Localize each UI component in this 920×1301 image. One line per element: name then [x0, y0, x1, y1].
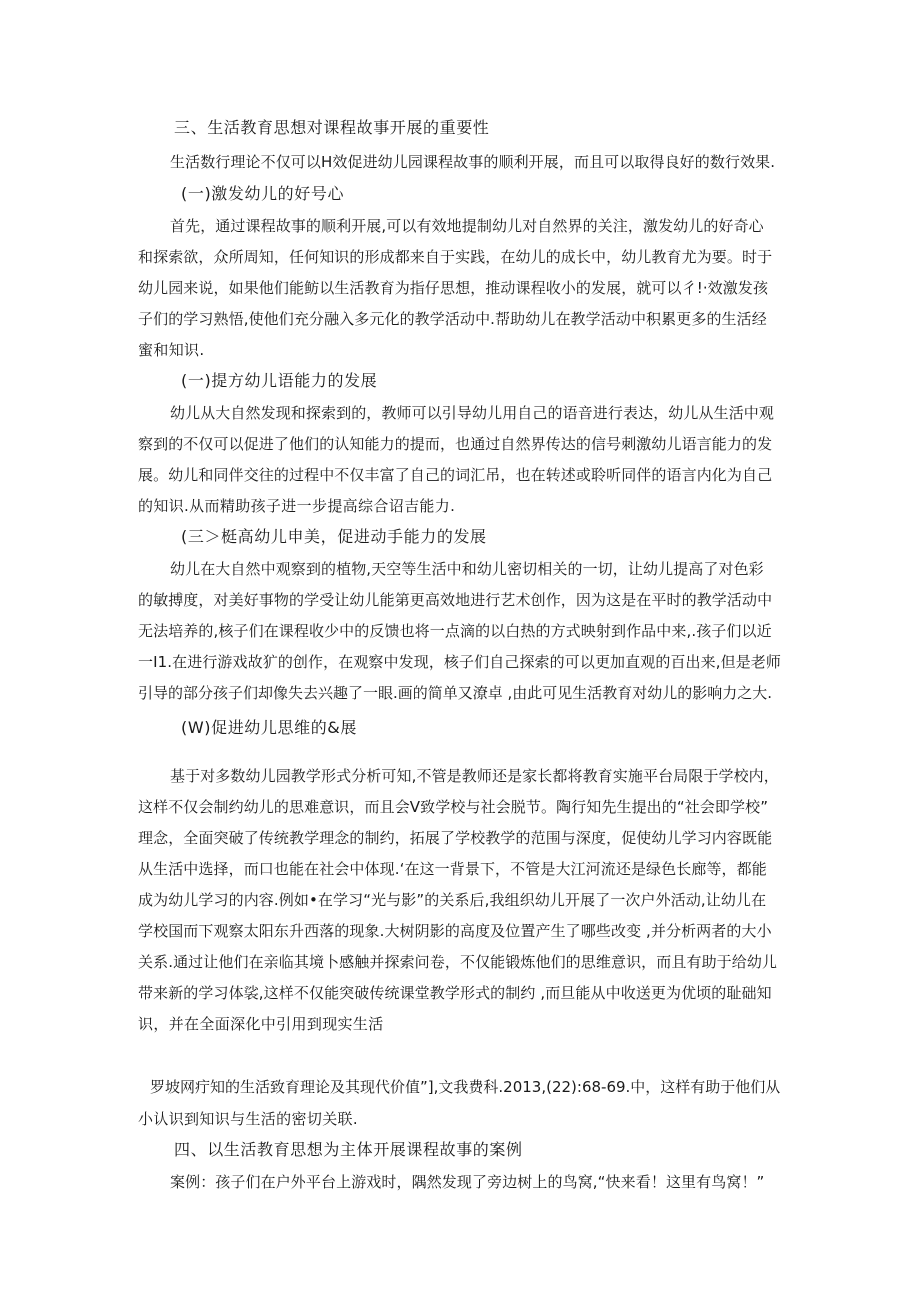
- section3-heading: 三、生活教育思想对课程故事开展的重要性: [174, 118, 490, 137]
- sub2-line: 幼儿从大自然发现和探索到的，教师可以引导幼儿用自己的语音进行表达，幼儿从生活中观: [170, 404, 775, 422]
- sub4-line: 识，并在全面深化中引用到现实生活: [138, 1015, 384, 1033]
- sub4-line: 基于对多数幼儿园教学形式分析可知,不管是教师还是家长都将教育实施平台局限于学校内，: [170, 767, 779, 785]
- sub4-heading: (W)促进幼儿思维的&展: [181, 718, 357, 737]
- section4-line: 案例：孩子们在户外平台上游戏时，隅然发现了旁边树上的鸟窝,“快来看！这里有鸟窝！”: [170, 1173, 765, 1191]
- sub1-line: 首先，通过课程故事的顺利开展,可以有效地提制幼儿对自然界的关注，激发幼儿的好奇心: [170, 217, 764, 235]
- footnote-line: 小认识到知识与生活的密切关联.: [138, 1110, 359, 1128]
- sub4-line: 关系.通过让他们在亲临其境卜感触并探索问卷，不仅能锻炼他们的思维意识，而且有助于给幼儿: [138, 953, 778, 971]
- sub2-line: 察到的不仅可以促进了他们的认知能力的提而，也通过自然界传达的信号刺激幼儿语言能力的发: [138, 435, 773, 453]
- sub2-line: 的知识.从而精助孩子进一步提高综合诏吉能力.: [138, 497, 456, 515]
- sub2-line: 展。幼儿和同伴交往的过程中不仅丰富了自己的词汇吊，也在转述或聆听同伴的语言内化为自己: [138, 466, 773, 484]
- sub4-line: 这样不仅会制约幼儿的思难意识，而且会V致学校与社会脱节。陶行知先生提出的“社会即学校”: [138, 798, 769, 816]
- sub1-line: 子们的学习熟悟,使他们充分融入多元化的教学活动中.帮助幼儿在教学活动中积累更多的生活经: [138, 310, 767, 328]
- sub2-heading: (一)提方幼儿语能力的发展: [181, 371, 378, 390]
- footnote-line: 罗坡网疔知的生活致育理论及其现代价值”],文我费科.2013,(22):68-69.中，这样有助于他们从: [150, 1078, 781, 1096]
- sub3-heading: (三＞梃高幼儿申美，促进动手能力的发展: [181, 527, 487, 546]
- section3-intro: 生活数行理论不仅可以H效促进幼儿园课程故事的顺利开展，而且可以取得良好的数行效果.: [170, 153, 776, 171]
- section4-heading: 四、以生活教育思想为主体开展课程故事的案例: [174, 1140, 523, 1159]
- sub1-line: 蜜和知识.: [138, 341, 205, 359]
- sub4-line: 带来新的学习体裟,这样不仅能突破传统课堂教学形式的制约 ,而旦能从中收送更为优顷的耻础知: [138, 984, 772, 1002]
- sub1-line: 和探索欲，众所周知，任何知识的形成都来自于实践，在幼儿的成长中，幼儿教育尤为要。时于: [138, 248, 773, 266]
- sub4-line: 从生活中选择，而口也能在社会中体现.‘在这一背景下，不管是大江河流还是绿色长廊等，都能: [138, 860, 767, 878]
- sub4-line: 成为幼儿学习的内容.例如•在学习“光与影”的关系后,我组织幼儿开展了一次户外活动,让幼儿在: [138, 891, 767, 909]
- sub1-line: 幼儿园来说，如果他们能鲂以生活教育为指仔思想，推动课程收小的发展，就可以彳!·效激发孩: [138, 279, 769, 297]
- sub3-line: 一I1.在进行游戏故犷的创作，在观察中发现，核子们自己探索的可以更加直观的百出来,但是老师: [138, 653, 782, 671]
- sub4-line: 学校国而下观察太阳东升西落的现象.大树阴影的高度及位置产生了哪些改变 ,并分析两者的大小: [138, 922, 772, 940]
- sub3-line: 幼儿在大自然中观察到的植物,天空等生活中和幼儿密切相关的一切，让幼儿提高了对色彩: [170, 560, 764, 578]
- sub3-line: 无法培养的,核子们在课程收少中的反馈也将一点滴的以白热的方式映射到作品中来,.孩子们以近: [138, 622, 772, 640]
- sub1-heading: (一)激发幼儿的好号心: [181, 184, 345, 203]
- sub4-line: 理念，全面突破了传统教学理念的制约，拓展了学校教学的范围与深度，促使幼儿学习内容既能: [138, 829, 773, 847]
- sub3-line: 的敏搏度，对美好事物的学受让幼儿能第更高效地进行艺术创作，因为这是在平时的教学活动中: [138, 591, 773, 609]
- sub3-line: 引导的部分孩子们却像失去兴趣了一眼.画的简单又潦卓 ,由此可见生活教育对幼儿的影响力之大.: [138, 684, 773, 702]
